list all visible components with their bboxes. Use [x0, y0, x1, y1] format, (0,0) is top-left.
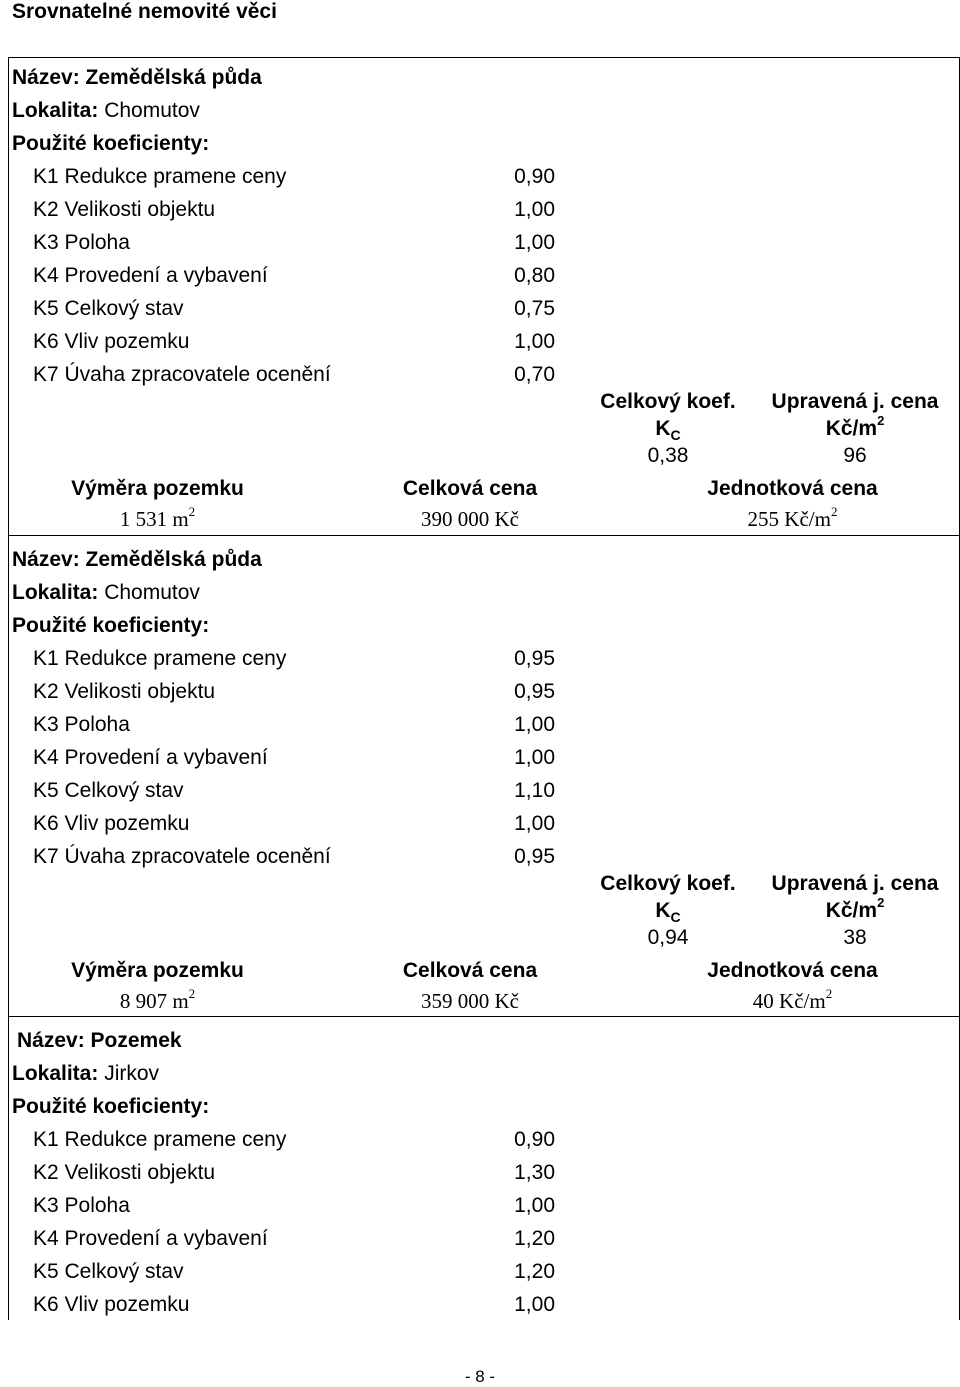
kc-symbol [588, 417, 748, 444]
coefficient-value: 0,80 [514, 264, 555, 287]
total-coef-header: Celkový koef. [600, 390, 736, 413]
adjusted-price-value: 96 [843, 444, 867, 467]
coefficients-heading: Použité koeficienty: [12, 614, 210, 637]
locality-line [12, 99, 200, 123]
coefficients-heading: Použité koeficienty: [12, 1095, 210, 1118]
area-superscript: 2 [188, 504, 196, 519]
coefficient-label: K3 Poloha [33, 231, 130, 254]
name-label: Název: [17, 1029, 85, 1052]
divider [8, 1016, 959, 1017]
unit-price-header: Jednotková cena [707, 477, 878, 500]
total-coef-header: Celkový koef. [600, 872, 736, 895]
locality-value: Chomutov [104, 581, 200, 604]
coefficient-value: 1,30 [514, 1161, 555, 1184]
total-price-value: 390 000 Kč [421, 507, 519, 531]
property-name-line [12, 548, 262, 572]
coefficient-value: 0,95 [514, 680, 555, 703]
name-label: Název: [12, 548, 80, 571]
coefficient-value: 1,00 [514, 746, 555, 769]
coefficient-value: 1,00 [514, 198, 555, 221]
property-name-line [12, 66, 262, 90]
locality-label: Lokalita: [12, 1062, 99, 1085]
coefficient-label: K5 Celkový stav [33, 1260, 184, 1283]
coefficient-label: K2 Velikosti objektu [33, 680, 216, 703]
coefficient-label: K7 Úvaha zpracovatele ocenění [33, 845, 331, 868]
coefficient-label: K6 Vliv pozemku [33, 330, 190, 353]
coefficient-value: 0,90 [514, 1128, 555, 1151]
coefficient-value: 1,10 [514, 779, 555, 802]
total-price-header: Celková cena [402, 959, 538, 982]
property-name: Pozemek [90, 1029, 182, 1052]
locality-value: Chomutov [104, 99, 200, 122]
coefficient-label: K5 Celkový stav [33, 297, 184, 320]
adjusted-unit [765, 895, 945, 923]
coefficient-value: 1,00 [514, 1293, 555, 1316]
property-name-line [17, 1029, 182, 1053]
adjusted-price-header: Upravená j. cena [771, 872, 939, 895]
coefficient-label: K3 Poloha [33, 1194, 130, 1217]
coefficient-value: 1,00 [514, 812, 555, 835]
coefficient-label: K2 Velikosti objektu [33, 1161, 216, 1184]
coefficient-label: K7 Úvaha zpracovatele ocenění [33, 363, 331, 386]
coefficient-value: 0,95 [514, 845, 555, 868]
coefficient-label: K1 Redukce pramene ceny [33, 647, 287, 670]
area-number: 1 531 m [119, 507, 189, 531]
unit-superscript: 2 [877, 895, 885, 910]
coefficient-label: K4 Provedení a vybavení [33, 264, 268, 287]
coefficient-label: K5 Celkový stav [33, 779, 184, 802]
adjusted-unit [765, 413, 945, 441]
locality-label: Lokalita: [12, 581, 99, 604]
coefficient-label: K3 Poloha [33, 713, 130, 736]
locality-value: Jirkov [104, 1062, 160, 1085]
area-number: 8 907 m [119, 989, 189, 1013]
coefficient-value: 1,20 [514, 1260, 555, 1283]
page-heading: Srovnatelné nemovité věci [12, 0, 277, 23]
name-label: Název: [12, 66, 80, 89]
coefficient-value: 1,00 [514, 1194, 555, 1217]
coefficient-value: 0,90 [514, 165, 555, 188]
coefficient-value: 0,95 [514, 647, 555, 670]
coefficient-value: 0,75 [514, 297, 555, 320]
unit-price-header: Jednotková cena [707, 959, 878, 982]
coefficient-value: 1,20 [514, 1227, 555, 1250]
area-value [40, 986, 275, 1013]
page-number: - 8 - [464, 1367, 496, 1386]
unit-price-superscript: 2 [830, 504, 838, 519]
coefficient-label: K4 Provedení a vybavení [33, 746, 268, 769]
adjusted-price-header: Upravená j. cena [771, 390, 939, 413]
area-superscript: 2 [188, 986, 196, 1001]
coefficient-label: K1 Redukce pramene ceny [33, 1128, 287, 1151]
coefficient-label: K1 Redukce pramene ceny [33, 165, 287, 188]
coefficient-label: K2 Velikosti objektu [33, 198, 216, 221]
unit-price-number: 255 Kč/m [747, 507, 831, 531]
coefficient-label: K6 Vliv pozemku [33, 1293, 190, 1316]
adjusted-price-value: 38 [843, 926, 867, 949]
kc-symbol [588, 899, 748, 926]
kc-value: 0,38 [647, 444, 689, 467]
area-header: Výměra pozemku [71, 959, 244, 982]
unit-text: Kč/m [825, 417, 878, 440]
total-price-value: 359 000 Kč [421, 989, 519, 1013]
locality-line [12, 581, 200, 605]
divider [8, 535, 959, 536]
coefficients-heading: Použité koeficienty: [12, 132, 210, 155]
locality-label: Lokalita: [12, 99, 99, 122]
kc-letter: K [655, 417, 671, 440]
unit-price-number: 40 Kč/m [752, 989, 826, 1013]
coefficient-label: K6 Vliv pozemku [33, 812, 190, 835]
kc-letter: K [655, 899, 671, 922]
property-name: Zemědělská půda [85, 548, 262, 571]
coefficient-value: 1,00 [514, 713, 555, 736]
property-name: Zemědělská půda [85, 66, 262, 89]
area-header: Výměra pozemku [71, 477, 244, 500]
coefficient-value: 0,70 [514, 363, 555, 386]
kc-subscript: C [670, 909, 681, 926]
unit-text: Kč/m [825, 899, 878, 922]
unit-price-value [680, 986, 905, 1013]
total-price-header: Celková cena [402, 477, 538, 500]
kc-subscript: C [670, 427, 681, 444]
unit-price-superscript: 2 [825, 986, 833, 1001]
coefficient-value: 1,00 [514, 231, 555, 254]
locality-line [12, 1062, 159, 1086]
unit-price-value [680, 504, 905, 531]
unit-superscript: 2 [877, 413, 885, 428]
area-value [40, 504, 275, 531]
kc-value: 0,94 [647, 926, 689, 949]
coefficient-label: K4 Provedení a vybavení [33, 1227, 268, 1250]
coefficient-value: 1,00 [514, 330, 555, 353]
